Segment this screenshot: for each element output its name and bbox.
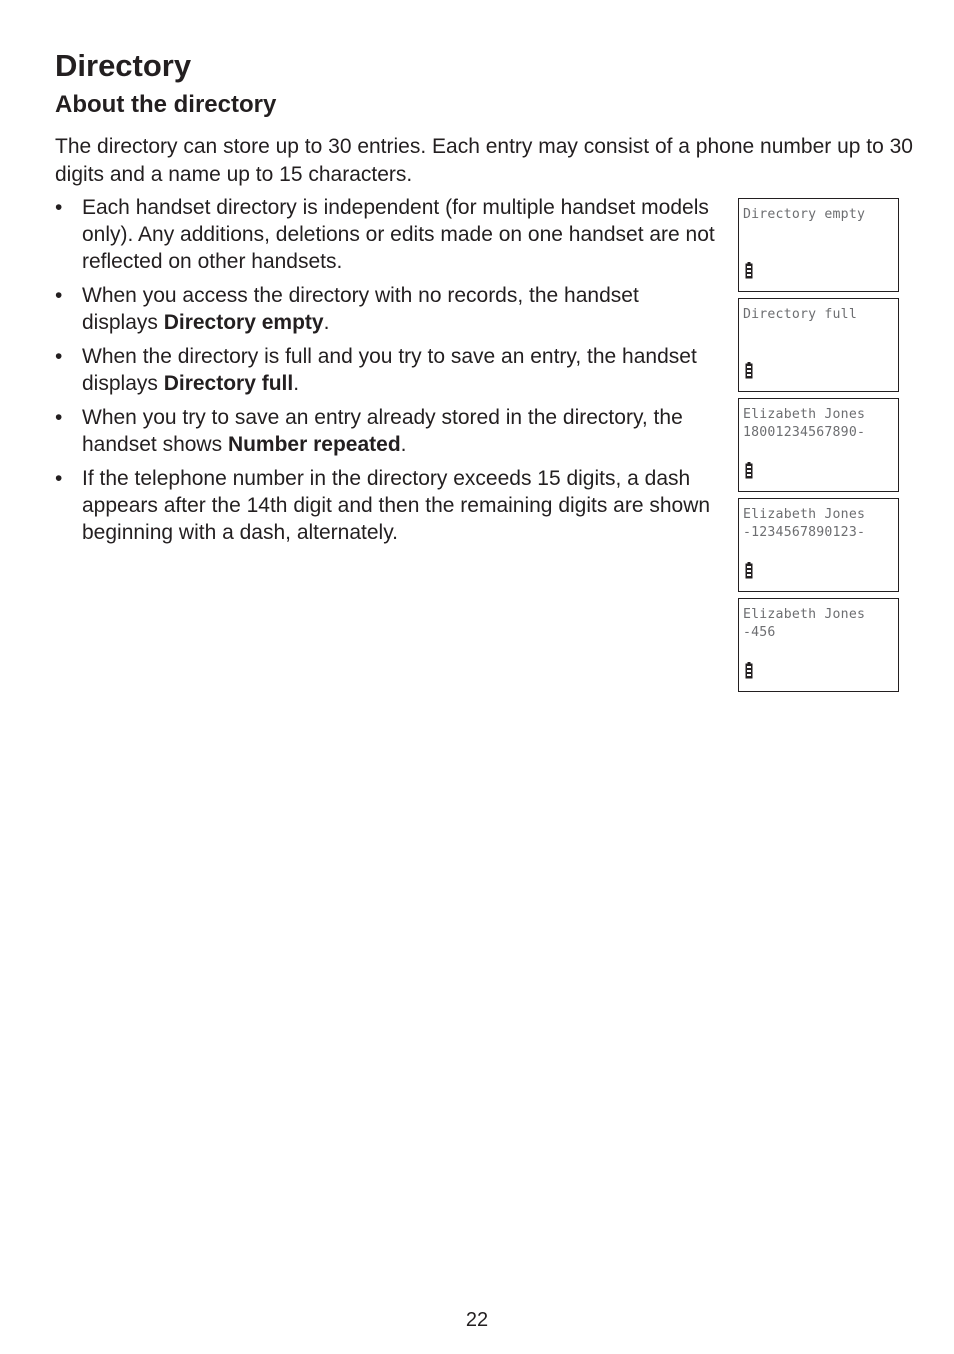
bullet-dot: • [55,345,63,368]
bullet-text: When the directory is full and you try to save an entry, the handset displays [82,345,697,395]
page-number: 22 [465,1309,489,1331]
screen-line-1: Elizabeth Jones [743,507,866,522]
handset-screen-directory-full [738,298,899,392]
screen-line-1: Directory full [743,307,857,322]
screen-line-2: -456 [743,625,776,640]
intro-paragraph: The directory can store up to 30 entries. Each entry may consist of a phone number up to 30 digits and a name up to 15 characters. [55,135,913,186]
section-title: About the directory [55,91,277,118]
bullet-dot: • [55,196,63,219]
handset-screen-entry-2 [738,498,899,592]
bullet-text-end: . [293,372,300,395]
handset-screen-entry-3 [738,598,899,692]
bullet-dot: • [55,406,63,429]
screen-line-1: Elizabeth Jones [743,407,866,422]
bullet-bold-text: Number repeated [227,433,401,456]
screen-line-1: Directory empty [743,207,866,222]
bullet-bold-text: Directory full [163,372,294,395]
bullet-item-number-repeated [55,404,715,458]
screen-line-1: Elizabeth Jones [743,607,866,622]
battery-icon [745,462,753,479]
bullet-item-directory-empty [55,282,715,336]
screen-line-2: -1234567890123- [743,525,866,540]
battery-icon [745,362,753,379]
bullet-text: If the telephone number in the directory exceeds 15 digits, a dash appears after the 14th digit and then the remaining digits are shown beginning with a dash, alternately. [82,467,711,544]
bullet-list [55,194,715,553]
bullet-item-long-number [55,465,715,546]
battery-icon [745,562,753,579]
battery-icon [745,662,753,679]
bullet-text-end: . [400,433,407,456]
handset-screens [738,198,899,698]
handset-screen-directory-empty [738,198,899,292]
page-title: Directory [55,48,192,83]
screen-line-2: 18001234567890- [743,425,866,440]
bullet-text: When you access the directory with no records, the handset displays [82,284,639,334]
battery-icon [745,262,753,279]
handset-screen-entry-1 [738,398,899,492]
bullet-dot: • [55,467,63,490]
bullet-bold-text: Directory empty [163,311,324,334]
bullet-text: When you try to save an entry already stored in the directory, the handset shows [82,406,683,456]
bullet-text: Each handset directory is independent (for multiple handset models only). Any additions, deletions or edits made on one handset are not reflected on other handsets. [82,196,715,273]
bullet-dot: • [55,284,63,307]
bullet-item-independent [55,194,715,275]
bullet-text-end: . [323,311,330,334]
bullet-item-directory-full [55,343,715,397]
